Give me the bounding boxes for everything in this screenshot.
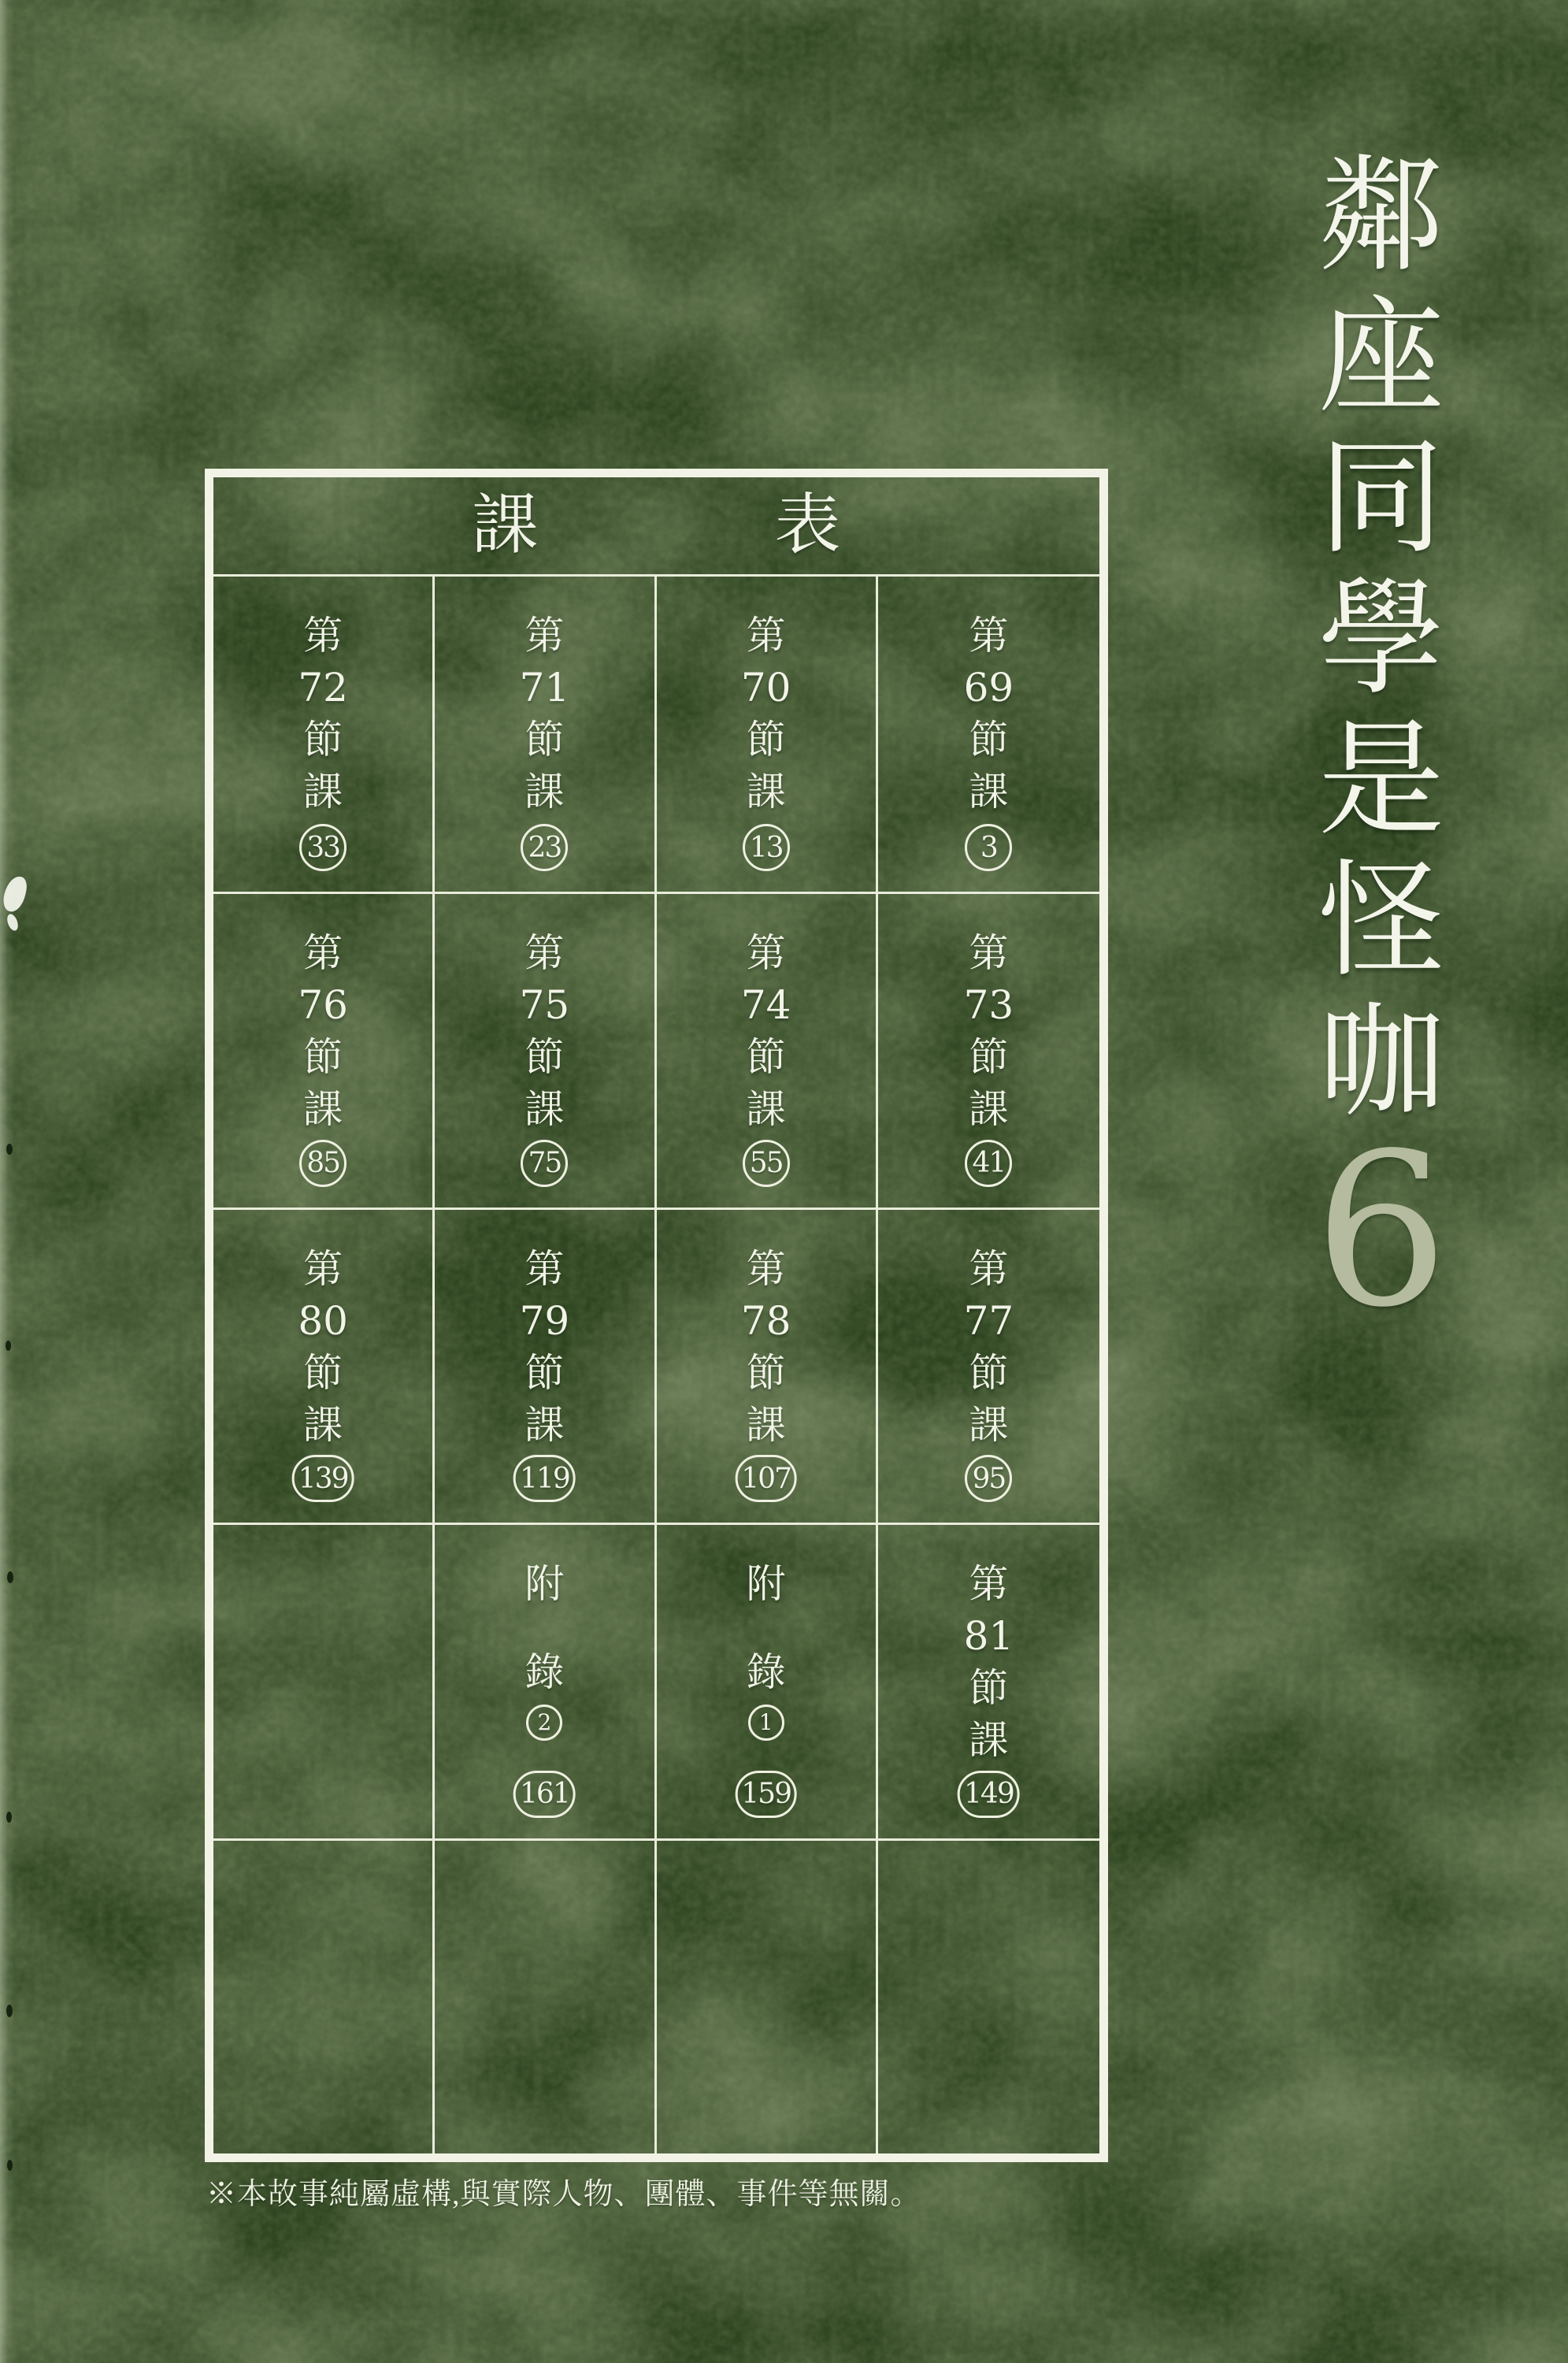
cell-line: 節: [303, 1350, 343, 1395]
lesson-number: 78: [740, 1297, 791, 1344]
cell-line: 課: [525, 770, 565, 814]
appendix-number-circle: 2: [526, 1705, 562, 1741]
table-title-char: 表: [774, 488, 841, 562]
disclaimer-footnote: ※本故事純屬虛構,與實際人物、團體、事件等無關。: [206, 2178, 921, 2211]
title-char: 怪: [1318, 851, 1444, 992]
page-number-circle: [735, 1771, 797, 1818]
page-number: 75: [528, 1147, 562, 1180]
title-char: 咖: [1318, 992, 1444, 1133]
cell-lesson-70: [657, 577, 878, 892]
cell-lesson-76: [213, 894, 435, 1207]
table-row: [213, 1207, 1099, 1523]
cell-line: 第: [969, 614, 1009, 658]
cell-line: 課: [969, 1402, 1009, 1447]
scan-artifact: [6, 1341, 11, 1351]
cell-line: 節: [525, 718, 565, 762]
page-number-circle: [299, 1140, 347, 1187]
lesson-number: 80: [298, 1297, 348, 1344]
cell-line: 第: [525, 614, 565, 658]
lesson-number: 77: [963, 1297, 1014, 1344]
page-number-circle: [513, 1771, 576, 1818]
page-number: 95: [972, 1462, 1006, 1495]
cell-line: 附: [746, 1562, 786, 1607]
cell-line: 第: [969, 931, 1009, 976]
appendix-label: [435, 1564, 654, 1741]
page-number-circle: [965, 1140, 1012, 1187]
cell-line: 第: [969, 1246, 1009, 1291]
lesson-number: 72: [298, 665, 348, 710]
title-char: 同: [1318, 428, 1444, 569]
page-number: 119: [520, 1462, 569, 1495]
lesson-label: [657, 1246, 876, 1447]
book-title: [1314, 147, 1449, 1354]
cell-line: 課: [746, 1087, 786, 1132]
cell-empty: [213, 1841, 435, 2153]
cell-lesson-72: [213, 577, 435, 892]
cell-line: 課: [303, 1402, 343, 1447]
cell-line: 課: [969, 770, 1009, 814]
cell-line: 錄: [746, 1650, 786, 1695]
page-number: 107: [741, 1462, 791, 1495]
cell-line: 第: [525, 1246, 565, 1291]
cell-line: 課: [525, 1402, 565, 1447]
cell-line: 第: [303, 1246, 343, 1291]
cell-line: 課: [746, 770, 786, 814]
lesson-number: 73: [963, 982, 1014, 1029]
page-number-circle: [958, 1771, 1020, 1818]
appendix-number-circle: 1: [748, 1705, 784, 1741]
cell-line: 第: [746, 614, 786, 658]
table-row: [213, 577, 1099, 892]
cell-line: 節: [746, 1350, 786, 1395]
page-number: 41: [972, 1147, 1006, 1180]
cell-line: 課: [303, 1087, 343, 1132]
cell-lesson-79: [435, 1210, 656, 1523]
cell-line: 節: [746, 718, 786, 762]
cell-line: 節: [303, 718, 343, 762]
page-number: 85: [306, 1147, 340, 1180]
page-number-circle: [735, 1455, 797, 1502]
cell-lesson-69: [878, 577, 1099, 892]
page-number: 161: [520, 1778, 569, 1811]
cell-lesson-81: [878, 1525, 1099, 1838]
page-number-circle: [521, 1140, 568, 1187]
lesson-label: [435, 1246, 654, 1447]
title-char: 學: [1318, 569, 1444, 710]
lesson-label: [878, 931, 1099, 1132]
cell-line: 第: [525, 931, 565, 976]
cell-line: 課: [303, 770, 343, 814]
lesson-label: [435, 614, 654, 814]
cell-line: 課: [525, 1087, 565, 1132]
title-char: 座: [1318, 287, 1444, 428]
page-number-circle: [292, 1455, 354, 1502]
cell-lesson-78: [657, 1210, 878, 1523]
lesson-label: [878, 1562, 1099, 1763]
table-row: [213, 1838, 1099, 2153]
page-number: 23: [528, 831, 562, 864]
lesson-number: 79: [519, 1297, 570, 1344]
cell-line: 節: [969, 718, 1009, 762]
page-number: 149: [964, 1778, 1014, 1811]
appendix-label: [657, 1564, 876, 1741]
lesson-label: [657, 614, 876, 814]
lesson-number: 70: [740, 665, 791, 710]
cell-line: 第: [303, 931, 343, 976]
cell-line: 附: [525, 1562, 565, 1607]
scan-artifact: [7, 2160, 13, 2171]
lesson-label: [878, 1246, 1099, 1447]
cell-empty: [213, 1525, 435, 1838]
page-number: 33: [306, 831, 340, 864]
cell-lesson-75: [435, 894, 656, 1207]
page-number: 139: [298, 1462, 348, 1495]
scan-artifact: [6, 2005, 13, 2017]
page-number-circle: [513, 1455, 576, 1502]
cell-line: 節: [969, 1350, 1009, 1395]
cell-line: 節: [746, 1035, 786, 1080]
lesson-label: [213, 931, 432, 1132]
lesson-number: 71: [519, 665, 570, 710]
cell-empty: [657, 1841, 878, 2153]
cell-line: 課: [969, 1087, 1009, 1132]
cell-line: 節: [969, 1035, 1009, 1080]
lesson-number: 81: [963, 1613, 1014, 1660]
cell-appendix-1: [657, 1525, 878, 1838]
table-row: [213, 892, 1099, 1207]
page-number-circle: [743, 824, 790, 871]
lesson-number: 75: [519, 982, 570, 1029]
page-number-circle: [299, 824, 347, 871]
page-number: 55: [749, 1147, 783, 1180]
table-row: [213, 1523, 1099, 1838]
cell-line: 第: [303, 614, 343, 658]
cell-line: 節: [969, 1666, 1009, 1711]
cell-line: 節: [525, 1350, 565, 1395]
lesson-number: 76: [298, 982, 348, 1029]
page-number-circle: [743, 1140, 790, 1187]
lesson-number: 69: [963, 665, 1014, 710]
contents-table: [205, 469, 1108, 2162]
cell-lesson-73: [878, 894, 1099, 1207]
lesson-number: 74: [740, 982, 791, 1029]
lesson-label: [435, 931, 654, 1132]
lesson-label: [213, 614, 432, 814]
cell-line: 第: [746, 1246, 786, 1291]
cell-appendix-2: [435, 1525, 656, 1838]
title-char: 是: [1318, 710, 1444, 851]
cell-lesson-77: [878, 1210, 1099, 1523]
page-number-circle: [965, 824, 1012, 871]
volume-number: 6: [1314, 1108, 1449, 1354]
cell-line: 第: [969, 1562, 1009, 1607]
cell-empty: [435, 1841, 656, 2153]
scan-artifact: [6, 1144, 13, 1155]
lesson-label: [878, 614, 1099, 814]
cell-line: 課: [969, 1718, 1009, 1763]
table-title: [213, 477, 1099, 577]
cell-line: 節: [303, 1035, 343, 1080]
cell-lesson-71: [435, 577, 656, 892]
cell-line: 節: [525, 1035, 565, 1080]
cell-line: 錄: [525, 1650, 565, 1695]
cell-line: 第: [746, 931, 786, 976]
page-number: 13: [749, 831, 783, 864]
lesson-label: [657, 931, 876, 1132]
cell-empty: [878, 1841, 1099, 2153]
page-number-circle: [965, 1455, 1012, 1502]
scan-artifact: [7, 1571, 13, 1583]
page-number: 159: [741, 1778, 791, 1811]
cell-line: 課: [746, 1402, 786, 1447]
cell-lesson-80: [213, 1210, 435, 1523]
page-number-circle: [521, 824, 568, 871]
scan-artifact: [6, 1812, 12, 1823]
cell-lesson-74: [657, 894, 878, 1207]
title-char: 鄰: [1318, 147, 1444, 287]
table-title-char: 課: [472, 488, 539, 562]
lesson-label: [213, 1246, 432, 1447]
page-number: 3: [980, 831, 997, 864]
